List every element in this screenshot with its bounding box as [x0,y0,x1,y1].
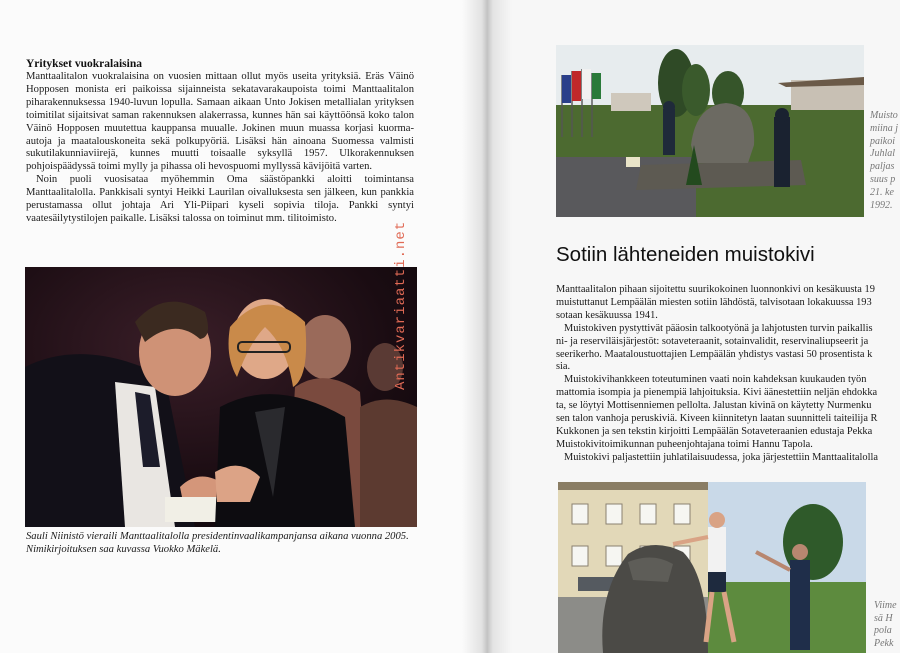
text-line: ni- ja reserviläisjärjestöt: sotaveteraanit, sotainvalidit, reservinaliupseerit ja [556,335,869,347]
section-heading: Yritykset vuokralaisina [26,58,142,70]
memorial-unveiling-photo [556,45,864,217]
right-body-text [556,284,900,465]
paragraph: Noin puoli vuosisataa myöhemmin Oma säästöpankki aloitti toimintansa Manttaalitalolla. Pankkisali syntyi Heikki Laurilan oivalluksesta sen jälkeen, kun pankkia perustamassa ollut johtaja Ari Yli-Piipari kyseli sopivia tiloja. Pankki syntyi vaatesäilytystilojen paikalle. Lisäksi talossa on toiminut mm. tilitoimisto. [26,174,414,224]
watermark-text: Antikvariaatti.net [393,220,409,390]
text-line: ta, se löytyi Mottisenniemen pellolta. Jalustan kivinä on käytetty Nurmenku [556,400,872,412]
stone-placement-photo [558,482,866,653]
text-line: seerikerho. Maataloustuottajien Lempäälän yhdistys vastasi 50 prosentista k [556,348,873,360]
niinisto-signing-photo [25,267,417,527]
book-gutter-shadow [462,0,512,653]
text-line: Muistokivi paljastettiin juhlatilaisuudessa, joka järjestettiin Manttaalitalolla [564,451,878,463]
right-page [487,0,900,653]
text-line: Muistokivihankkeen toteutuminen vaati noin kahdeksan kuukauden työn [564,374,867,386]
text-line: Manttaalitalon pihaan sijoitettu suurikokoinen luonnonkivi on kesäkuusta 19 [556,284,875,295]
text-line: Muistokiven pystyttivät pääosin talkootyönä ja lahjotusten turvin paikallis [564,322,873,334]
top-photo-caption: Muisto miina j paikoi Juhlal paljas suus p 21. ke 1992. [870,110,899,211]
section-title: Sotiin lähteneiden muistokivi [556,243,815,266]
bottom-photo-caption: Viime sä H pola Pekk [874,600,897,649]
paragraph: Manttaalitalon vuokralaisina on vuosien mittaan ollut myös useita yrityksiä. Eräs Väinö Hopposen monista eri paikoissa sijainneista sekatavarakaupoista toimi Manttaalitalon piharakennuksessa 1940-luvun lopulla. Samaan aikaan Unto Jokisen metallialan yrityksen toimitilat sijaitsivat saman rakennuksen alakerrassa, kunnes hän sai käyttöönsä koko talon Väinö Hopposen muutettua kauppansa muualle. Jokinen muun muassa korjasi kuorma-autoja ja maatalouskoneita sekä polkupyöriä. Lisäksi hän ainoana Suomessa valmisti sukutilakunniaviirejä, kunnes muutti toisaalle syksyllä 1957. Ulkorakennuksen pohjoispäädyssä toimi mylly ja pihassa oli hevospuomi myllyssä kävijöitä varten. [26,71,414,173]
text-line: mattomia isompia ja pienempiä lahjoituksia. Kivi äänestettiin neljän ehdokka [556,387,878,399]
left-body-text [26,71,414,226]
text-line: muistuttanut Lempäälän miesten sotiin lähdöstä, talvisotaan lokakuussa 193 [556,296,872,308]
text-line: sotaan kesäkuussa 1941. [556,309,658,321]
text-line: Kukkonen ja sen tekstin kirjoitti Lempäälän Sotaveteraanien edustaja Pekka [556,425,873,437]
text-line: sen talon vanhoja peruskiviä. Kiveen kiinnitetyn laatan suunnitteli taiteilija R [556,413,878,425]
text-line: sia. [556,361,571,373]
photo-caption: Sauli Niinistö vieraili Manttaalitalolla presidentinvaalikampanjansa aikana vuonna 2005. Nimikirjoituksen saa kuvassa Vuokko Mäkelä. [26,531,409,555]
text-line: Muistokivitoimikunnan puheenjohtajana toimi Hannu Tapola. [556,438,813,450]
